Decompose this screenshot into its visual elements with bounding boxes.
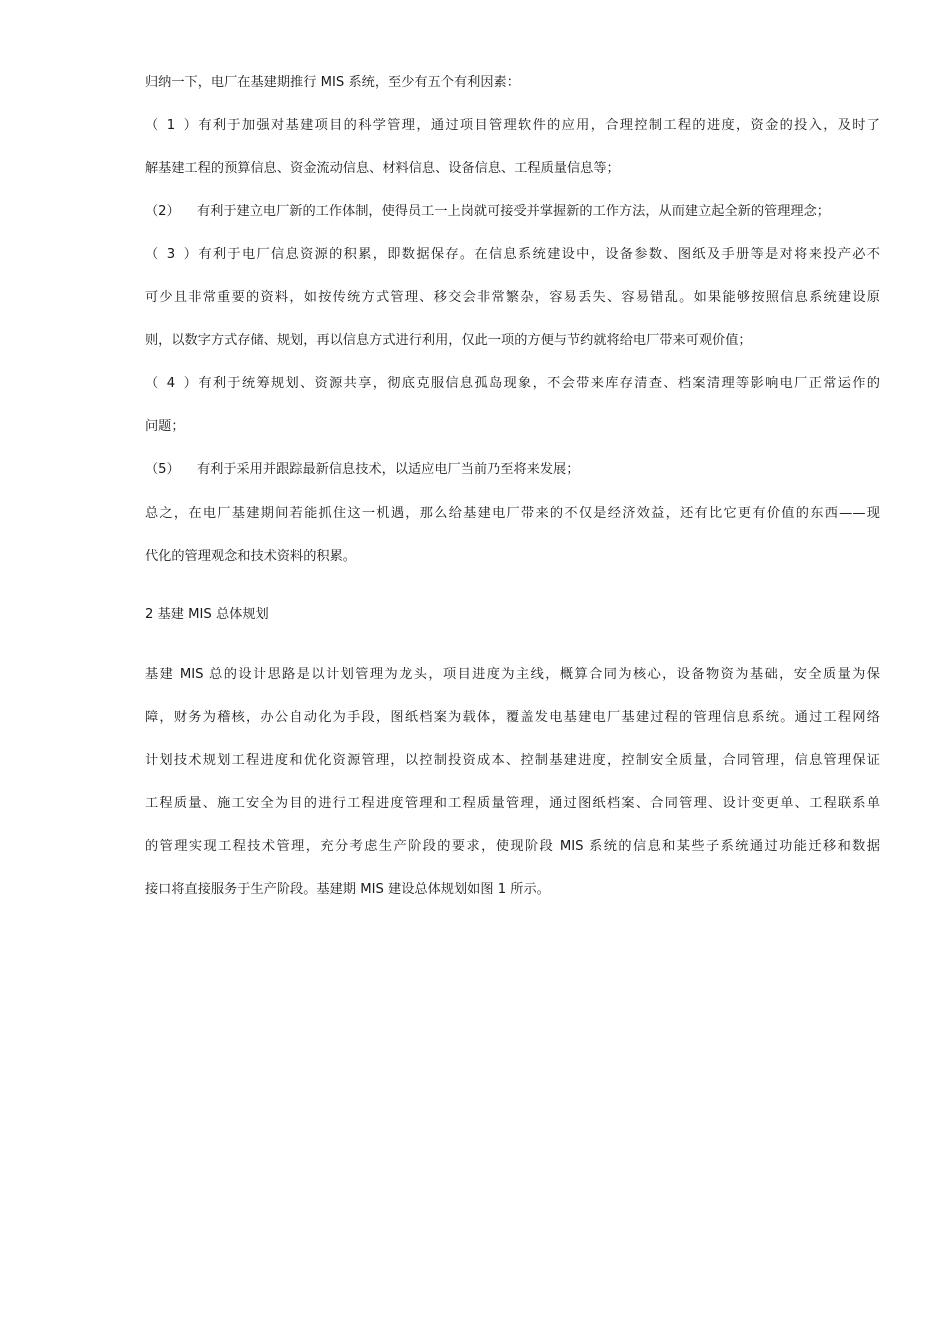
item-continuation: 可少且非常重要的资料，如按传统方式管理、移交会非常繁杂，容易丢失、容易错乱。如果能够按照信息系统建设原 — [145, 290, 880, 305]
list-item — [145, 460, 880, 480]
item-continuation: 问题； — [145, 419, 185, 434]
intro-paragraph: 归纳一下，电厂在基建期推行 MIS 系统，至少有五个有利因素： — [145, 75, 520, 90]
list-item — [145, 116, 880, 136]
item-number: （3） — [145, 247, 197, 262]
item-continuation: 则，以数字方式存储、规划，再以信息方式进行利用，仅此一项的方便与节约就将给电厂带来可观价值； — [145, 333, 752, 348]
body-line: 计划技术规划工程进度和优化资源管理，以控制投资成本、控制基建进度，控制安全质量，合同管理，信息管理保证 — [145, 753, 880, 768]
item-text: 有利于加强对基建项目的科学管理，通过项目管理软件的应用，合理控制工程的进度，资金的投入，及时了 — [197, 118, 880, 133]
body-line: 接口将直接服务于生产阶段。基建期 MIS 建设总体规划如图 1 所示。 — [145, 882, 550, 897]
list-item — [145, 374, 880, 394]
body-line: 的管理实现工程技术管理，充分考虑生产阶段的要求，使现阶段 MIS 系统的信息和某些子系统通过功能迁移和数据 — [145, 839, 880, 854]
item-text: 有利于采用并跟踪最新信息技术，以适应电厂当前乃至将来发展； — [197, 462, 580, 477]
item-number: （2） — [145, 204, 180, 219]
section-heading: 2 基建 MIS 总体规划 — [145, 607, 269, 622]
body-line: 工程质量、施工安全为目的进行工程进度管理和工程质量管理，通过图纸档案、合同管理、设计变更单、工程联系单 — [145, 796, 880, 811]
item-text: 有利于建立电厂新的工作体制，使得员工一上岗就可接受并掌握新的工作方法，从而建立起全新的管理理念； — [197, 204, 830, 219]
item-text: 有利于电厂信息资源的积累，即数据保存。在信息系统建设中，设备参数、图纸及手册等是对将来投产必不 — [197, 247, 880, 262]
summary-paragraph: 总之，在电厂基建期间若能抓住这一机遇，那么给基建电厂带来的不仅是经济效益，还有比它更有价值的东西——现 — [145, 506, 880, 521]
list-item — [145, 202, 880, 222]
item-number: （1） — [145, 118, 197, 133]
item-number: （5） — [145, 462, 180, 477]
item-number: （4） — [145, 376, 197, 391]
body-line: 障，财务为稽核，办公自动化为手段，图纸档案为载体，覆盖发电基建电厂基建过程的管理信息系统。通过工程网络 — [145, 710, 880, 725]
item-continuation: 解基建工程的预算信息、资金流动信息、材料信息、设备信息、工程质量信息等； — [145, 161, 620, 176]
item-text: 有利于统筹规划、资源共享，彻底克服信息孤岛现象，不会带来库存清查、档案清理等影响电厂正常运作的 — [197, 376, 880, 391]
summary-continuation: 代化的管理观念和技术资料的积累。 — [145, 549, 356, 564]
body-line: 基建 MIS 总的设计思路是以计划管理为龙头，项目进度为主线，概算合同为核心，设备物资为基础，安全质量为保 — [145, 667, 880, 682]
list-item — [145, 245, 880, 265]
